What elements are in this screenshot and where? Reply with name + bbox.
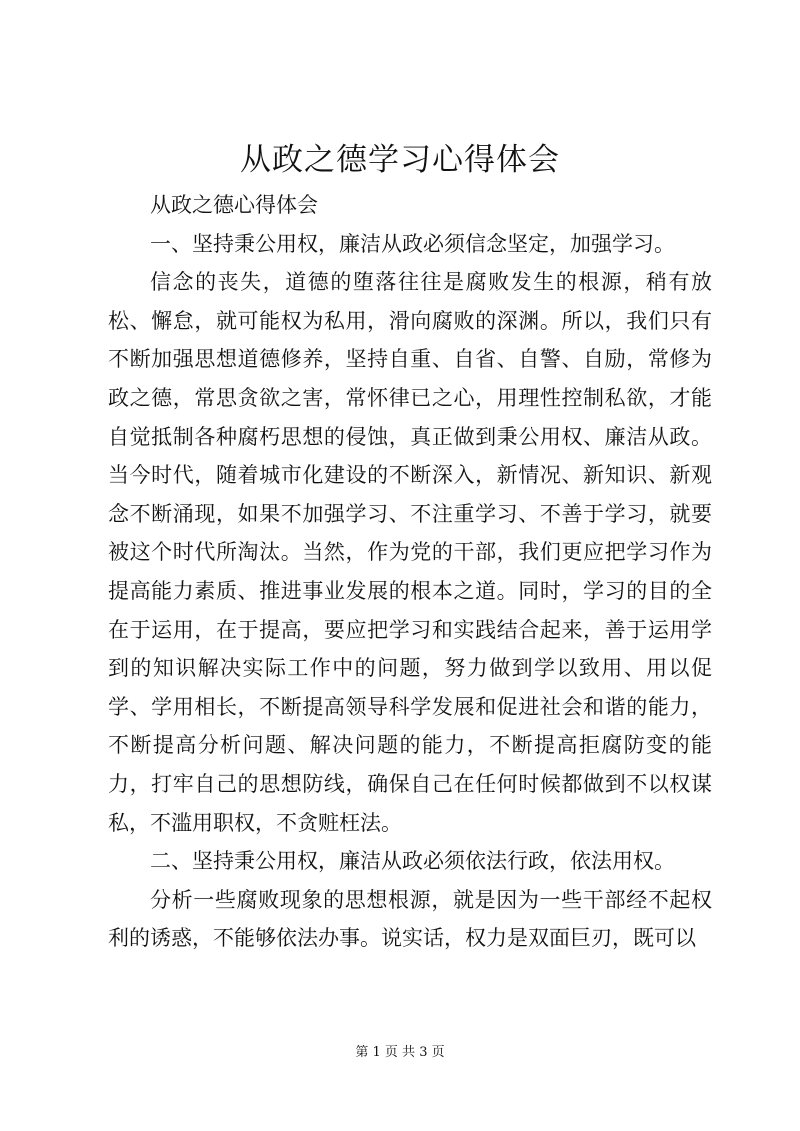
document-body <box>108 186 712 958</box>
paragraph-section-2-heading: 二、坚持秉公用权，廉洁从政必须依法行政，依法用权。 <box>150 849 675 874</box>
paragraph-subtitle: 从政之德心得体会 <box>150 193 318 217</box>
paragraph-section-1-body: 信念的丧失，道德的堕落往往是腐败发生的根源，稍有放松、懈怠，就可能权为私用，滑向腐败的深渊。所以，我们只有不断加强思想道德修养，坚持自重、自省、自警、自励，常修为政之德，常思贪欲之害，常怀律已之心，用理性控制私欲，才能自觉抵制各种腐朽思想的侵蚀，真正做到秉公用权、廉洁从政。当今时代，随着城市化建设的不断深入，新情况、新知识、新观念不断涌现，如果不加强学习、不注重学习、不善于学习，就要被这个时代所淘汰。当然，作为党的干部，我们更应把学习作为提高能力素质、推进事业发展的根本之道。同时，学习的目的全在于运用，在于提高，要应把学习和实践结合起来，善于运用学到的知识解决实际工作中的问题，努力做到学以致用、用以促学、学用相长，不断提高领导科学发展和促进社会和谐的能力，不断提高分析问题、解决问题的能力，不断提高拒腐防变的能力，打牢自己的思想防线，确保自己在任何时候都做到不以权谋私，不滥用职权，不贪赃枉法。 <box>108 270 712 835</box>
paragraph-section-2-body: 分析一些腐败现象的思想根源，就是因为一些干部经不起权利的诱惑，不能够依法办事。说实话，权力是双面巨刃，既可以 <box>108 887 712 951</box>
page-number-footer: 第 1 页 共 3 页 <box>355 1045 445 1060</box>
paragraph-section-1-heading: 一、坚持秉公用权，廉洁从政必须信念坚定，加强学习。 <box>150 231 675 256</box>
document-title: 从政之德学习心得体会 <box>240 142 560 178</box>
